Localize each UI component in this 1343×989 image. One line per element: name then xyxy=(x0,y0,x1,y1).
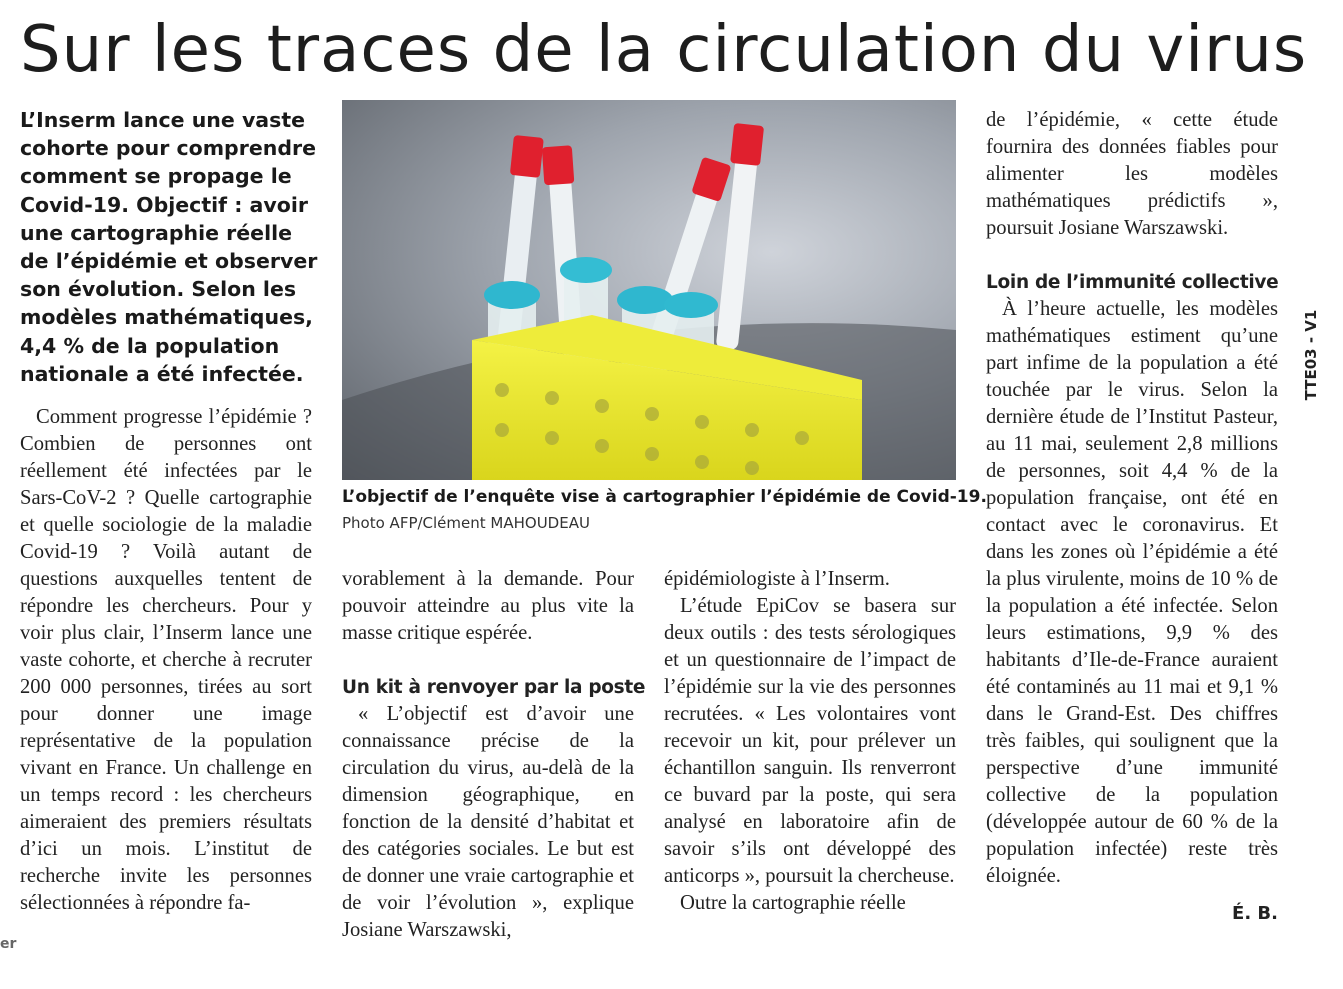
author-signature: É. B. xyxy=(1232,903,1278,924)
body-paragraph-continued: épidémiologiste à l’Inserm. xyxy=(664,568,890,590)
body-paragraph-continued: vorablement à la demande. Pour pouvoir atteindre au plus vite la masse critique espérée. xyxy=(342,568,634,644)
body-paragraph: L’étude EpiCov se basera sur deux outils : des tests sérologiques et un questionnaire de l’impact de l’épidémie sur la vie des personnes recrutées. « Les volontaires vont recevoir un kit, pour prélever un échantillon sanguin. Ils renverront ce buvard par la poste, qui sera analysé en laboratoire afin de savoir s’ils ont développé des anticorps », poursuit la chercheuse. xyxy=(664,595,956,887)
article-column-1 xyxy=(20,404,312,917)
headline: Sur les traces de la circulation du virus xyxy=(20,13,1308,87)
article-column-2 xyxy=(342,566,646,944)
article-column-4 xyxy=(986,107,1278,927)
lead-paragraph: L’Inserm lance une vaste cohorte pour comprendre comment se propage le Covid-19. Objectif : avoir une cartographie réelle de l’épidémie et observer son évolution. Selon les modèles mathématiques, 4,4 % de la population nationale a été infectée. xyxy=(20,108,318,386)
subheading: Un kit à renvoyer par la poste xyxy=(342,677,646,698)
test-tubes-illustration xyxy=(342,100,956,480)
photo-credit: Photo AFP/Clément MAHOUDEAU xyxy=(342,514,590,532)
body-paragraph: Comment progresse l’épidémie ? Combien de personnes ont réellement été infectées par le Sars-CoV-2 ? Quelle cartographie et quelle sociologie de la maladie Covid-19 ? Voilà autant de questions auxquelles tentent de répondre les chercheurs. Pour y voir plus clair, l’Inserm lance une vaste cohorte, et cherche à recruter 200 000 personnes, tirées au sort pour donner une image représentative de la population vivant en France. Un challenge en un temps record : les chercheurs aimeraient des premiers résultats d’ici un mois. L’institut de recherche invite les personnes sélectionnées à répondre fa- xyxy=(20,406,312,914)
body-paragraph-continued: de l’épidémie, « cette étude fournira des données fiables pour alimenter les modèles mathématiques prédictifs », poursuit Josiane Warszawski. xyxy=(986,109,1278,239)
body-paragraph: « L’objectif est d’avoir une connaissance précise de la circulation du virus, au-delà de la dimension géographique, en fonction de la densité d’habitat et des catégories sociales. Le but est de donner une vraie cartographie et de voir l’évolution », explique Josiane Warszawski, xyxy=(342,703,634,941)
article-column-3 xyxy=(664,566,956,917)
edge-text: er xyxy=(0,936,17,952)
body-paragraph: Outre la cartographie réelle xyxy=(680,892,906,914)
article-photo xyxy=(342,100,956,480)
page-tag: TTE03 - V1 xyxy=(1302,309,1320,401)
body-paragraph: À l’heure actuelle, les modèles mathématiques estiment qu’une part infime de la population a été touchée par le virus. Selon la dernière étude de l’Institut Pasteur, au 11 mai, seulement 2,8 millions de personnes, soit 4,4 % de la population française, ont été en contact avec le coronavirus. Et dans les zones où l’épidémie a été la plus virulente, moins de 10 % de la population a été infectée. Selon leurs estimations, 9,9 % des habitants d’Ile-de-France auraient été contaminés au 11 mai et 9,1 % dans le Grand-Est. Des chiffres très faibles, qui soulignent que la perspective d’une immunité collective de la population (développée autour de 60 % de la population infectée) reste très éloignée. xyxy=(986,298,1278,887)
subheading: Loin de l’immunité collective xyxy=(986,272,1279,293)
photo-caption: L’objectif de l’enquête vise à cartographier l’épidémie de Covid-19. xyxy=(342,487,987,507)
